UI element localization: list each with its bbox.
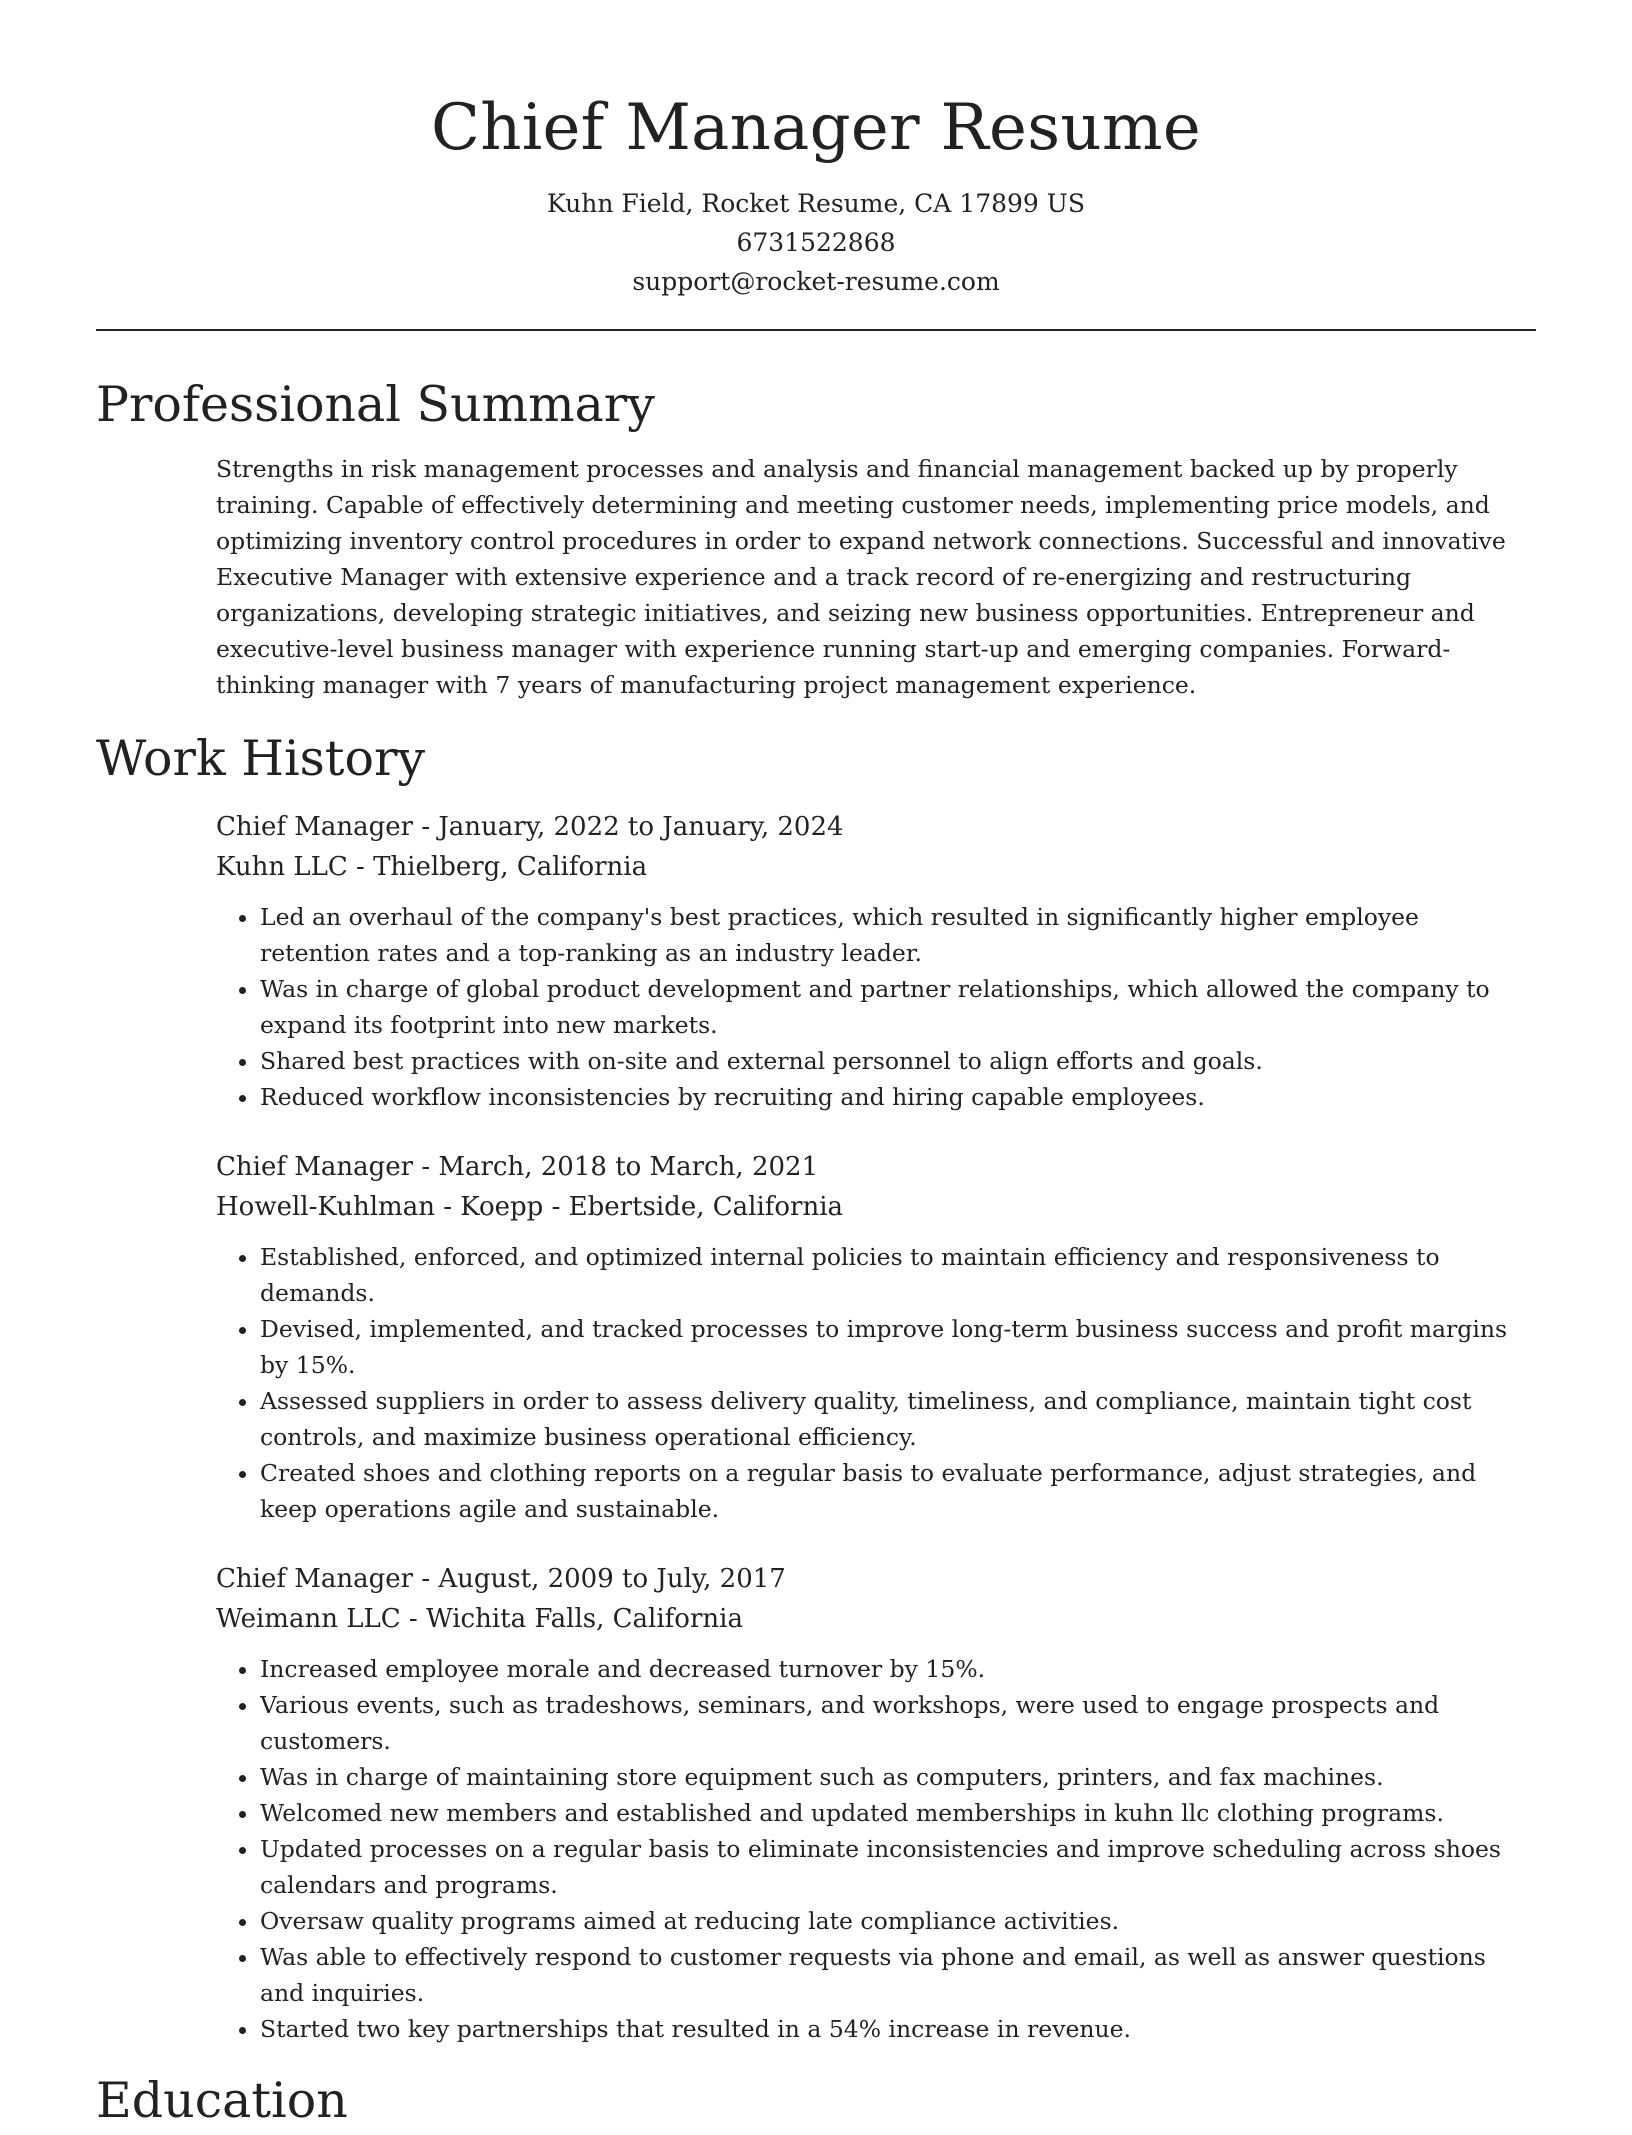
resume-header: [96, 0, 1536, 301]
job-bullets: [216, 899, 1536, 1115]
job-bullet: • Oversaw quality programs aimed at reducing late compliance activities.: [260, 1903, 1536, 1939]
contact-info: [96, 184, 1536, 301]
job-bullets: [216, 1239, 1536, 1527]
job-bullet: • Welcomed new members and established and updated memberships in kuhn llc clothing programs.: [260, 1795, 1536, 1831]
summary-section: [96, 371, 1536, 703]
job-bullet: • Increased employee morale and decreased turnover by 15%.: [260, 1651, 1536, 1687]
resume-page: [96, 0, 1536, 2135]
job-bullet: • Led an overhaul of the company's best practices, which resulted in significantly higher employee retention rates and a top-ranking as an industry leader.: [260, 899, 1536, 971]
job-bullet: • Reduced workflow inconsistencies by recruiting and hiring capable employees.: [260, 1079, 1536, 1115]
job-entry: [216, 1559, 1536, 2047]
work-history-heading: Work History: [96, 730, 426, 787]
job-bullet: • Started two key partnerships that resulted in a 54% increase in revenue.: [260, 2011, 1536, 2047]
job-bullet: • Was in charge of maintaining store equipment such as computers, printers, and fax machines.: [260, 1759, 1536, 1795]
contact-address: Kuhn Field, Rocket Resume, CA 17899 US: [547, 189, 1085, 218]
education-heading: Education: [96, 2072, 348, 2129]
job-bullets: [216, 1651, 1536, 2047]
job-entry: [216, 1147, 1536, 1527]
contact-email: support@rocket-resume.com: [632, 267, 1000, 296]
job-company: Howell-Kuhlman - Koepp - Ebertside, California: [216, 1192, 844, 1222]
job-title: Chief Manager - August, 2009 to July, 2017: [216, 1564, 786, 1594]
job-bullet: • Was in charge of global product development and partner relationships, which allowed the company to expand its footprint into new markets.: [260, 971, 1536, 1043]
summary-heading: Professional Summary: [96, 376, 655, 433]
job-company: Weimann LLC - Wichita Falls, California: [216, 1604, 743, 1634]
work-history-section: [96, 725, 1536, 2047]
job-bullet: • Shared best practices with on-site and external personnel to align efforts and goals.: [260, 1043, 1536, 1079]
job-bullet: • Was able to effectively respond to customer requests via phone and email, as well as answer questions and inquiries.: [260, 1939, 1536, 2011]
job-bullet: • Assessed suppliers in order to assess delivery quality, timeliness, and compliance, maintain tight cost controls, and maximize business operational efficiency.: [260, 1383, 1536, 1455]
job-entry: [216, 807, 1536, 1115]
summary-text: Strengths in risk management processes and analysis and financial management backed up by properly training. Capable of effectively determining and meeting customer needs, implementing price models, and optimizing inventory control procedures in order to expand network connections. Successful and innovative Executive Manager with extensive experience and a track record of re-energizing and restructuring organizations, developing strategic initiatives, and seizing new business opportunities. Entrepreneur and executive-level business manager with experience running start-up and emerging companies. Forward-thinking manager with 7 years of manufacturing project management experience.: [216, 455, 1506, 699]
resume-title: Chief Manager Resume: [430, 91, 1202, 165]
job-company: Kuhn LLC - Thielberg, California: [216, 852, 648, 882]
job-title: Chief Manager - January, 2022 to January, 2024: [216, 812, 844, 842]
education-section: [96, 2067, 1536, 2135]
contact-phone: 6731522868: [736, 228, 896, 257]
job-bullet: • Created shoes and clothing reports on a regular basis to evaluate performance, adjust strategies, and keep operations agile and sustainable.: [260, 1455, 1536, 1527]
job-title: Chief Manager - March, 2018 to March, 2021: [216, 1152, 819, 1182]
header-divider: [96, 329, 1536, 331]
job-bullet: • Various events, such as tradeshows, seminars, and workshops, were used to engage prospects and customers.: [260, 1687, 1536, 1759]
job-bullet: • Established, enforced, and optimized internal policies to maintain efficiency and responsiveness to demands.: [260, 1239, 1536, 1311]
job-bullet: • Devised, implemented, and tracked processes to improve long-term business success and profit margins by 15%.: [260, 1311, 1536, 1383]
job-bullet: • Updated processes on a regular basis to eliminate inconsistencies and improve scheduling across shoes calendars and programs.: [260, 1831, 1536, 1903]
